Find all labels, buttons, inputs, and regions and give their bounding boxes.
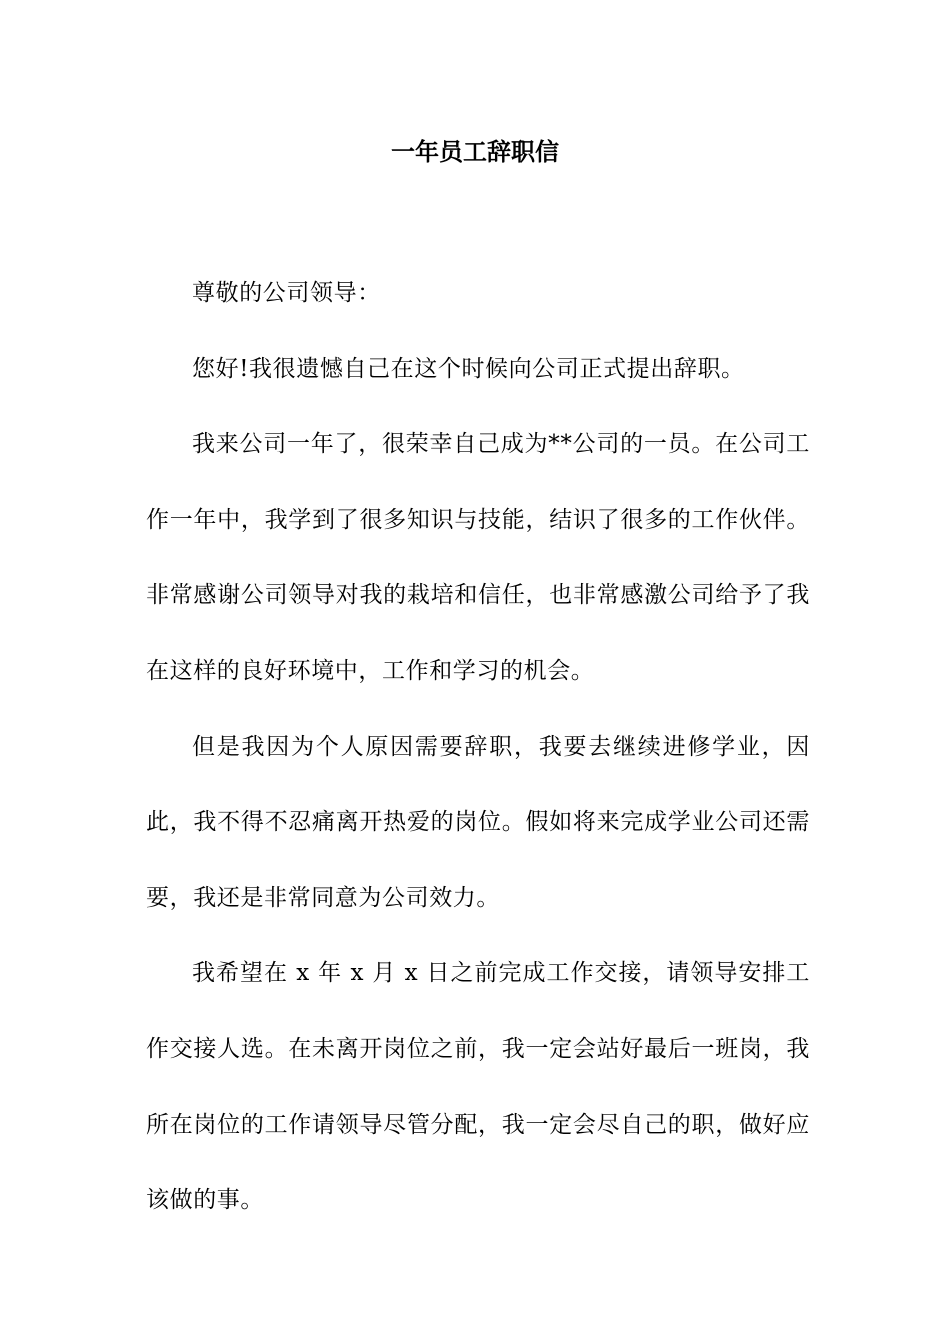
reason-paragraph: 但是我因为个人原因需要辞职，我要去继续进修学业，因此，我不得不忍痛离开热爱的岗位。假如将来完成学业公司还需要，我还是非常同意为公司效力。 (146, 733, 810, 911)
gratitude-paragraph: 我来公司一年了，很荣幸自己成为**公司的一员。在公司工作一年中，我学到了很多知识与技能，结识了很多的工作伙伴。非常感谢公司领导对我的栽培和信任，也非常感激公司给予了我在这样的良好环境中，工作和学习的机会。 (146, 431, 810, 684)
letter-body (146, 256, 810, 1239)
greeting-paragraph: 您好!我很遗憾自己在这个时候向公司正式提出辞职。 (192, 355, 745, 382)
salutation: 尊敬的公司领导： (192, 280, 381, 306)
handover-paragraph: 我希望在 x 年 x 月 x 日之前完成工作交接，请领导安排工作交接人选。在未离开岗位之前，我一定会站好最后一班岗，我所在岗位的工作请领导尽管分配，我一定会尽自己的职，做好应该做的事。 (146, 960, 810, 1214)
document-title: 一年员工辞职信 (391, 137, 559, 166)
